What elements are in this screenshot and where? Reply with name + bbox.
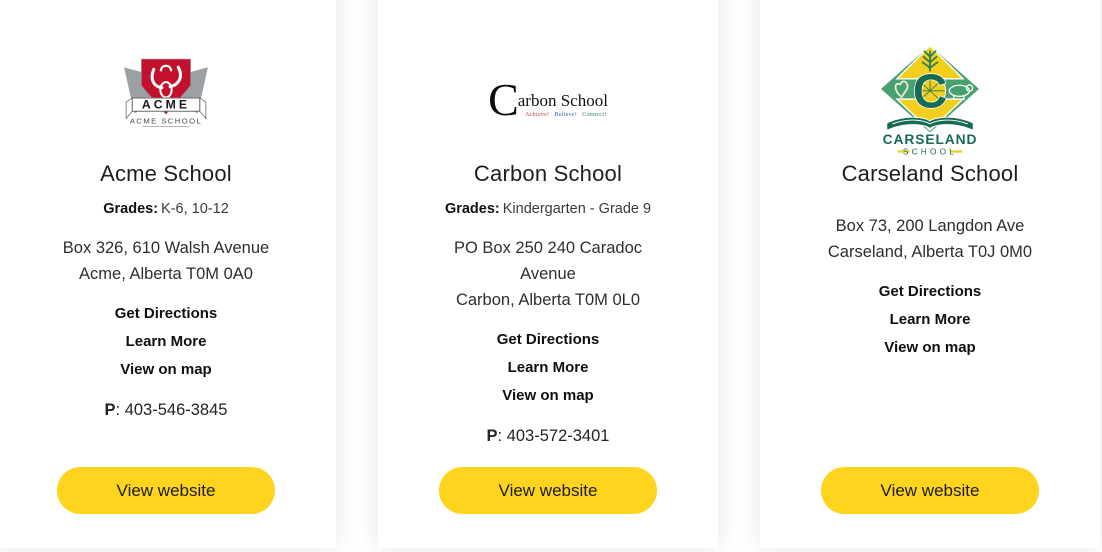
learn-more-link[interactable]: Learn More — [507, 359, 589, 376]
grades-value: Kindergarten - Grade 9 — [502, 201, 652, 217]
view-website-button[interactable]: View website — [821, 467, 1039, 514]
grades-label: Grades: — [103, 201, 159, 217]
carseland-crest-icon — [869, 43, 991, 157]
view-on-map-link[interactable]: View on map — [502, 387, 594, 404]
view-on-map-link[interactable]: View on map — [884, 339, 976, 356]
address-line: Box 326, 610 Walsh Avenue — [62, 239, 270, 257]
carseland-subtitle-text: SCHOOL — [902, 147, 958, 157]
phone-line — [0, 398, 336, 422]
carbon-tagline — [518, 112, 608, 118]
view-website-button[interactable]: View website — [57, 467, 275, 514]
phone-line — [378, 424, 718, 448]
grades-label: Grades: — [444, 201, 500, 217]
acme-school-logo — [0, 45, 336, 155]
address-line: Avenue — [520, 265, 576, 283]
address-line: PO Box 250 240 Caradoc — [453, 239, 643, 257]
get-directions-link[interactable]: Get Directions — [114, 305, 218, 322]
grades-line — [0, 199, 336, 219]
get-directions-link[interactable]: Get Directions — [878, 283, 982, 300]
school-card-carbon — [378, 0, 718, 548]
school-address — [378, 235, 718, 313]
acme-banner-text: ACME — [141, 97, 191, 112]
card-links — [760, 278, 1100, 362]
grades-line — [378, 199, 718, 219]
learn-more-link[interactable]: Learn More — [125, 333, 207, 350]
address-line: Box 73, 200 Langdon Ave — [835, 217, 1025, 235]
carseland-school-logo — [760, 45, 1100, 155]
grades-value: K-6, 10-12 — [161, 201, 229, 217]
tagline-word: Connect! — [582, 112, 607, 118]
learn-more-link[interactable]: Learn More — [889, 311, 971, 328]
school-card-carseland — [760, 0, 1100, 548]
get-directions-link[interactable]: Get Directions — [496, 331, 600, 348]
school-name: Acme School — [100, 161, 232, 186]
carbon-initial: C — [488, 74, 519, 125]
card-links — [378, 326, 718, 410]
school-name: Carseland School — [841, 161, 1019, 186]
acme-crest-icon — [120, 57, 212, 143]
carbon-wordmark-icon — [488, 74, 608, 125]
carseland-title-text: CARSELAND — [882, 132, 978, 148]
acme-caption-text: ACME SCHOOL — [129, 116, 203, 126]
tagline-word: Believe! — [554, 112, 578, 118]
phone-label: P — [104, 401, 116, 419]
school-address — [0, 235, 336, 287]
phone-number: : 403-546-3845 — [115, 401, 228, 419]
school-address — [760, 213, 1100, 265]
card-links — [0, 300, 336, 384]
address-line: Acme, Alberta T0M 0A0 — [79, 265, 253, 283]
address-line: Carseland, Alberta T0J 0M0 — [827, 243, 1033, 261]
carbon-word: arbon School — [517, 91, 608, 110]
carseland-initial: C — [912, 65, 948, 119]
view-website-button[interactable]: View website — [439, 467, 657, 514]
carbon-school-logo — [378, 45, 718, 155]
phone-number: : 403-572-3401 — [497, 427, 610, 445]
phone-label: P — [486, 427, 498, 445]
school-name: Carbon School — [473, 161, 623, 186]
tagline-word: Achieve! — [525, 112, 550, 118]
school-card-acme — [0, 0, 336, 548]
view-on-map-link[interactable]: View on map — [120, 361, 212, 378]
address-line: Carbon, Alberta T0M 0L0 — [455, 291, 641, 309]
